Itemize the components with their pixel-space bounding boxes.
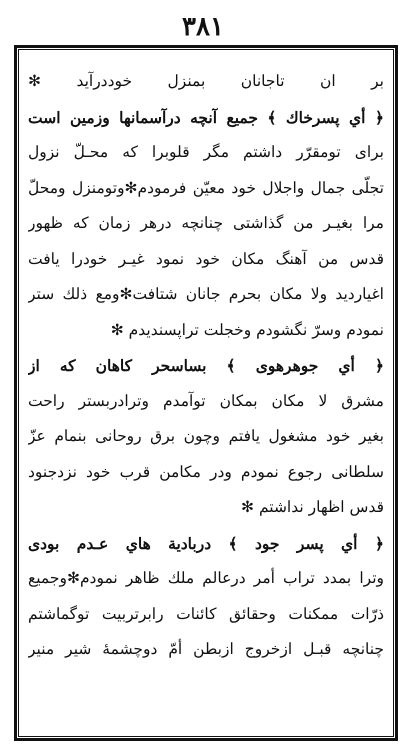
text-line: اغيارديد ولا مكان بحرم جانان شتافت✻ومع ذلك ستر: [28, 285, 384, 303]
text-line: ذرّات ممكنات وحقائق كائنات رابرتربيت توگماشتم: [28, 604, 384, 623]
text-line: مرا بغيـر من گذاشتى چنانچه درهر زمان كه ظهور: [28, 214, 384, 232]
text-line: تجلّى جمال واجلال خود معيّن فرمودم✻وتومنزل ومحلّ: [28, 178, 384, 197]
text-block: [28, 64, 384, 668]
text-line: ﴿ أي جوهرهوى ﴾ بساسحر كاهان كه از: [28, 356, 384, 375]
text-line: مشرق لا مكان بمكان توآمدم وترادربستر راحت: [28, 391, 384, 410]
text-line: ﴿ أي پسرخاك ﴾ جميع آنچه درآسمانها وزمين است: [28, 107, 384, 127]
text-line: قدس اظهار نداشتم ✻: [241, 498, 384, 516]
text-line: براى تومقرّر داشتم مگر قلوبرا كه محـلّ نزول: [28, 143, 384, 161]
text-line: چنانچه قبـل ازخروج ازبطن أمّ دوچشمهٔ شير منير: [28, 640, 384, 658]
text-line: نمودم وسرّ نگشودم وخجلت تراپسنديدم ✻: [110, 320, 384, 339]
text-line: بر ان تاجانان بمنزل خوددرآيد ✻: [28, 72, 384, 90]
page-number: ۳۸۱: [182, 12, 224, 42]
text-line: سلطانى رجوع نمودم ودر مكامن قرب خود نزدجنود: [28, 462, 384, 481]
text-line: وترا بمدد تراب أمر درعالم ملك ظاهر نمودم✻وجميع: [28, 569, 384, 587]
text-line: بغير خود مشغول يافتم وچون برق روحانى بنمام عزّ: [28, 427, 384, 445]
text-line: قدس من آهنگ مكان خود نمود غيـر خودرا يافت: [28, 249, 384, 268]
text-line: ﴿ أي پسر جود ﴾ دربادية هاي عـدم بودى: [28, 533, 384, 553]
